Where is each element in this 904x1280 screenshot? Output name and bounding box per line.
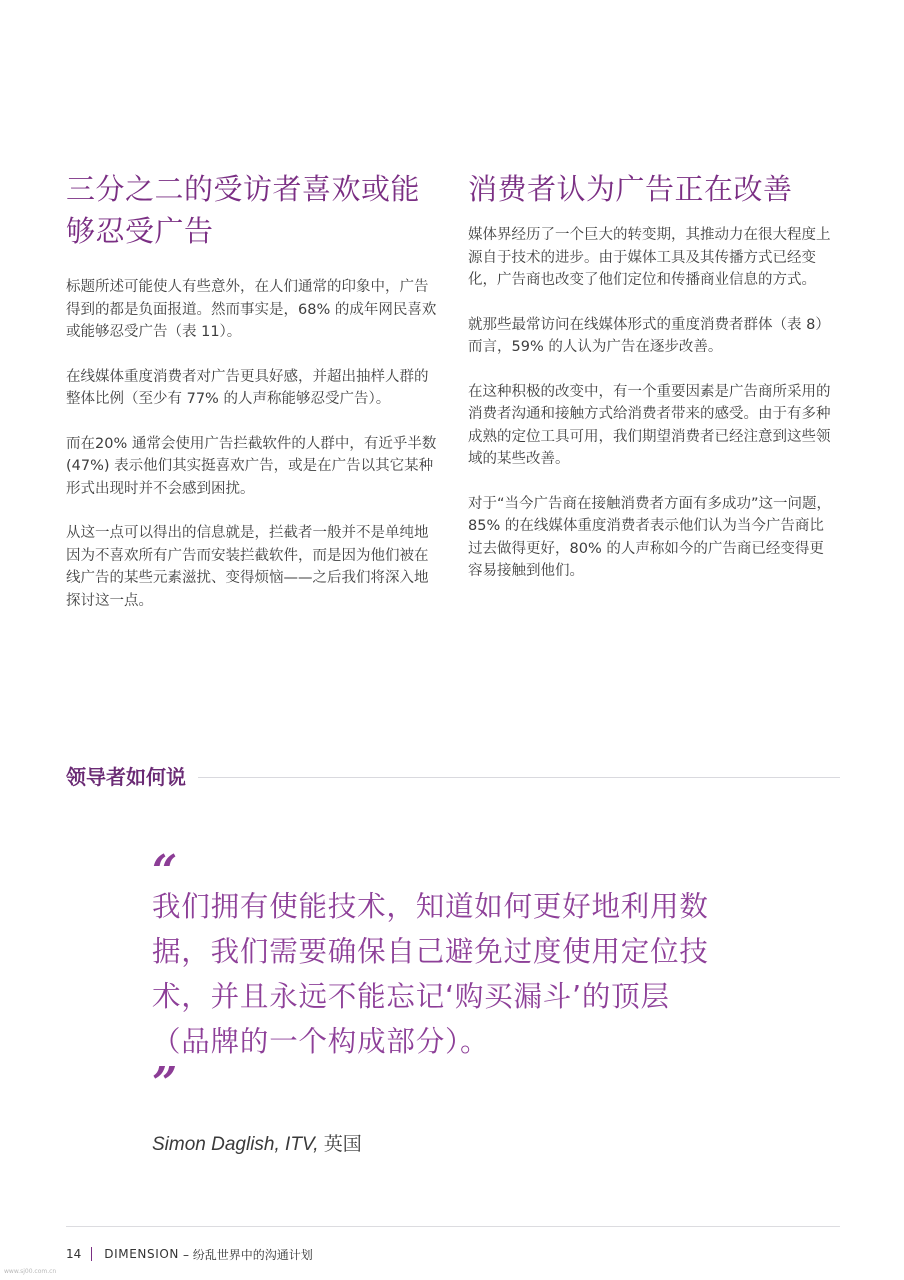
page-number: 14 bbox=[66, 1247, 82, 1261]
footer-brand: DIMENSION bbox=[104, 1247, 179, 1261]
attribution-name: Simon Daglish, ITV, bbox=[152, 1134, 319, 1155]
open-quote-icon: “ bbox=[152, 846, 174, 897]
close-quote-icon: ” bbox=[152, 1058, 174, 1109]
footer-divider bbox=[66, 1226, 840, 1227]
attribution-country: 英国 bbox=[323, 1134, 362, 1155]
quote-attribution bbox=[152, 1130, 362, 1160]
quote-line: 术，并且永远不能忘记‘购买漏斗’的顶层 bbox=[152, 980, 670, 1013]
left-column bbox=[66, 168, 438, 634]
left-paragraph: 标题所述可能使人有些意外，在人们通常的印象中，广告得到的都是负面报道。然而事实是，68% 的成年网民喜欢或能够忍受广告（表 11）。 bbox=[66, 279, 437, 340]
footer-separator bbox=[91, 1247, 92, 1261]
left-paragraph: 从这一点可以得出的信息就是，拦截者一般并不是单纯地因为不喜欢所有广告而安装拦截软件，而是因为他们被在线广告的某些元素滋扰、变得烦恼——之后我们将深入地探讨这一点。 bbox=[66, 525, 429, 609]
left-paragraph: 而在20% 通常会使用广告拦截软件的人群中，有近乎半数 (47%) 表示他们其实挺喜欢广告，或是在广告以其它某种形式出现时并不会感到困扰。 bbox=[66, 435, 437, 497]
quote-line: （品牌的一个构成部分）。 bbox=[152, 1025, 490, 1058]
right-heading: 消费者认为广告正在改善 bbox=[468, 172, 793, 206]
footer-subtitle: – 纷乱世界中的沟通计划 bbox=[182, 1247, 313, 1262]
section-divider bbox=[198, 777, 840, 778]
pull-quote bbox=[152, 884, 742, 1064]
quote-line: 据，我们需要确保自己避免过度使用定位技 bbox=[152, 935, 709, 968]
right-column bbox=[468, 168, 838, 605]
right-paragraph: 在这种积极的改变中，有一个重要因素是广告商所采用的消费者沟通和接触方式给消费者带来的感受。由于有多种成熟的定位工具可用，我们期望消费者已经注意到这些领域的某些改善。 bbox=[468, 383, 831, 467]
quote-line: 我们拥有使能技术，知道如何更好地利用数 bbox=[152, 890, 709, 923]
left-paragraph: 在线媒体重度消费者对广告更具好感，并超出抽样人群的整体比例（至少有 77% 的人声称能够忍受广告）。 bbox=[66, 368, 429, 407]
leaders-section-header bbox=[66, 757, 840, 793]
page-footer bbox=[66, 1244, 313, 1264]
right-paragraph: 对于“当今广告商在接触消费者方面有多成功”这一问题，85% 的在线媒体重度消费者表示他们认为当今广告商比过去做得更好，80% 的人声称如今的广告商已经变得更容易接触到他们。 bbox=[468, 495, 832, 579]
right-paragraph: 媒体界经历了一个巨大的转变期，其推动力在很大程度上源自于技术的进步。由于媒体工具及其传播方式已经变化，广告商也改变了他们定位和传播商业信息的方式。 bbox=[468, 227, 831, 288]
watermark: www.sj00.com.cn bbox=[4, 1268, 57, 1275]
right-paragraph: 就那些最常访问在线媒体形式的重度消费者群体（表 8）而言，59% 的人认为广告在逐步改善。 bbox=[468, 316, 830, 355]
left-heading: 三分之二的受访者喜欢或能够忍受广告 bbox=[66, 172, 421, 248]
leaders-title: 领导者如何说 bbox=[66, 764, 186, 789]
